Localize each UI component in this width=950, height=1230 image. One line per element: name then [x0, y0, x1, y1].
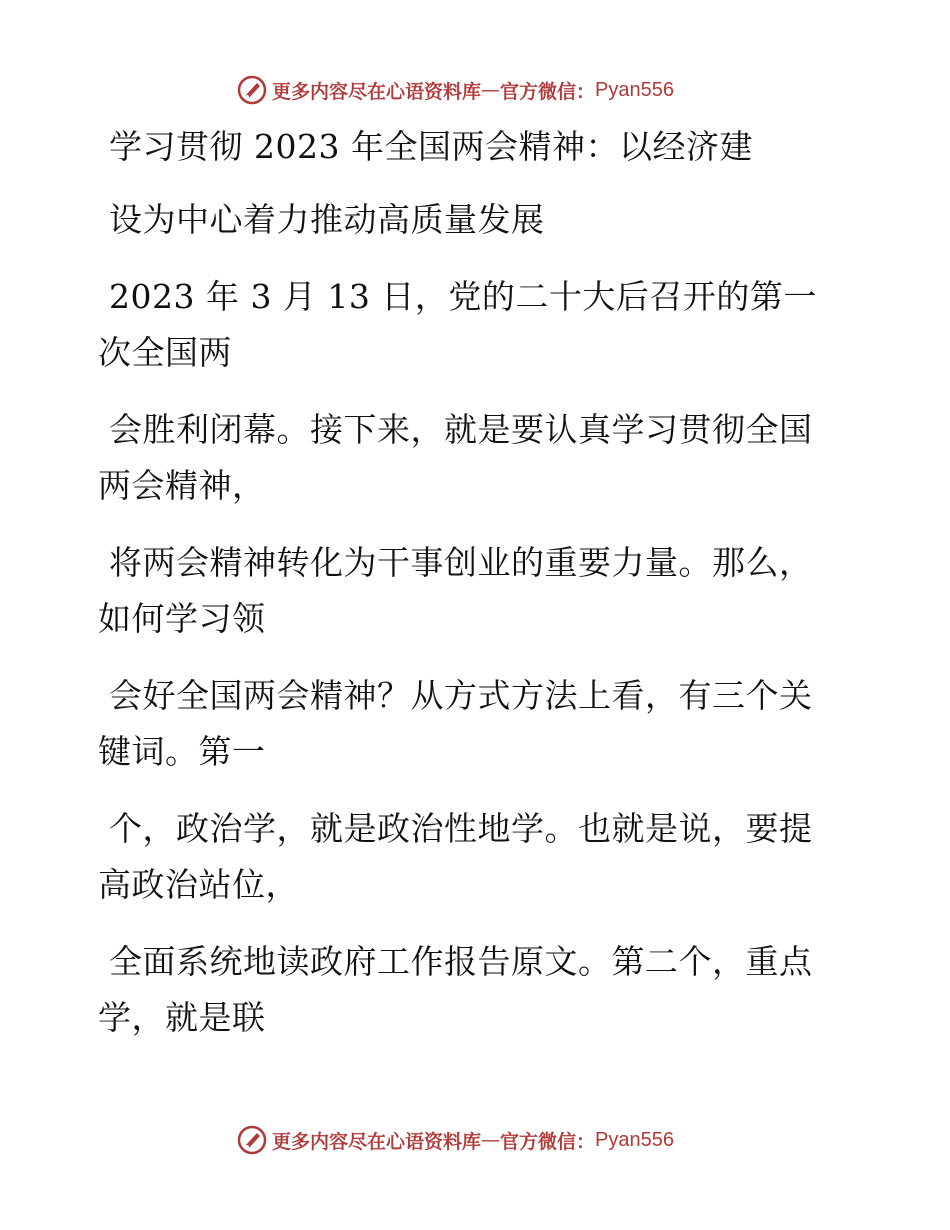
header-watermark [236, 72, 674, 108]
watermark-account: Pyan556 [595, 78, 674, 101]
doc-title-line-1: 学习贯彻 2023 年全国两会精神：以经济建 [98, 127, 753, 166]
watermark-brand: 更多内容尽在心语资料库 [272, 80, 482, 103]
body-line: 两会精神， [98, 466, 266, 505]
body-line: 将两会精神转化为干事创业的重要力量。那么， [98, 543, 813, 582]
footer-watermark [236, 1122, 674, 1158]
body-line: 次全国两 [98, 333, 232, 372]
body-line: 会胜利闭幕。接下来，就是要认真学习贯彻全国 [98, 410, 813, 449]
watermark-label: 官方微信： [500, 1130, 596, 1153]
watermark-separator: — [481, 79, 501, 101]
body-line: 高政治站位， [98, 865, 299, 904]
body-line: 会好全国两会精神？从方式方法上看，有三个关 [98, 676, 813, 715]
body-line: 键词。第一 [98, 732, 266, 771]
body-line: 学，就是联 [98, 998, 266, 1037]
watermark-label: 官方微信： [500, 80, 596, 103]
watermark-brand: 更多内容尽在心语资料库 [272, 1130, 482, 1153]
doc-title-line-2: 设为中心着力推动高质量发展 [98, 200, 545, 239]
library-logo-icon [236, 1124, 268, 1156]
body-line: 2023 年 3 月 13 日，党的二十大后召开的第一 [98, 277, 817, 316]
body-line: 个，政治学，就是政治性地学。也就是说，要提 [98, 809, 813, 848]
watermark-separator: — [481, 1129, 501, 1151]
body-line: 如何学习领 [98, 599, 266, 638]
library-logo-icon [236, 74, 268, 106]
watermark-account: Pyan556 [595, 1128, 674, 1151]
body-line: 全面系统地读政府工作报告原文。第二个，重点 [98, 942, 813, 981]
